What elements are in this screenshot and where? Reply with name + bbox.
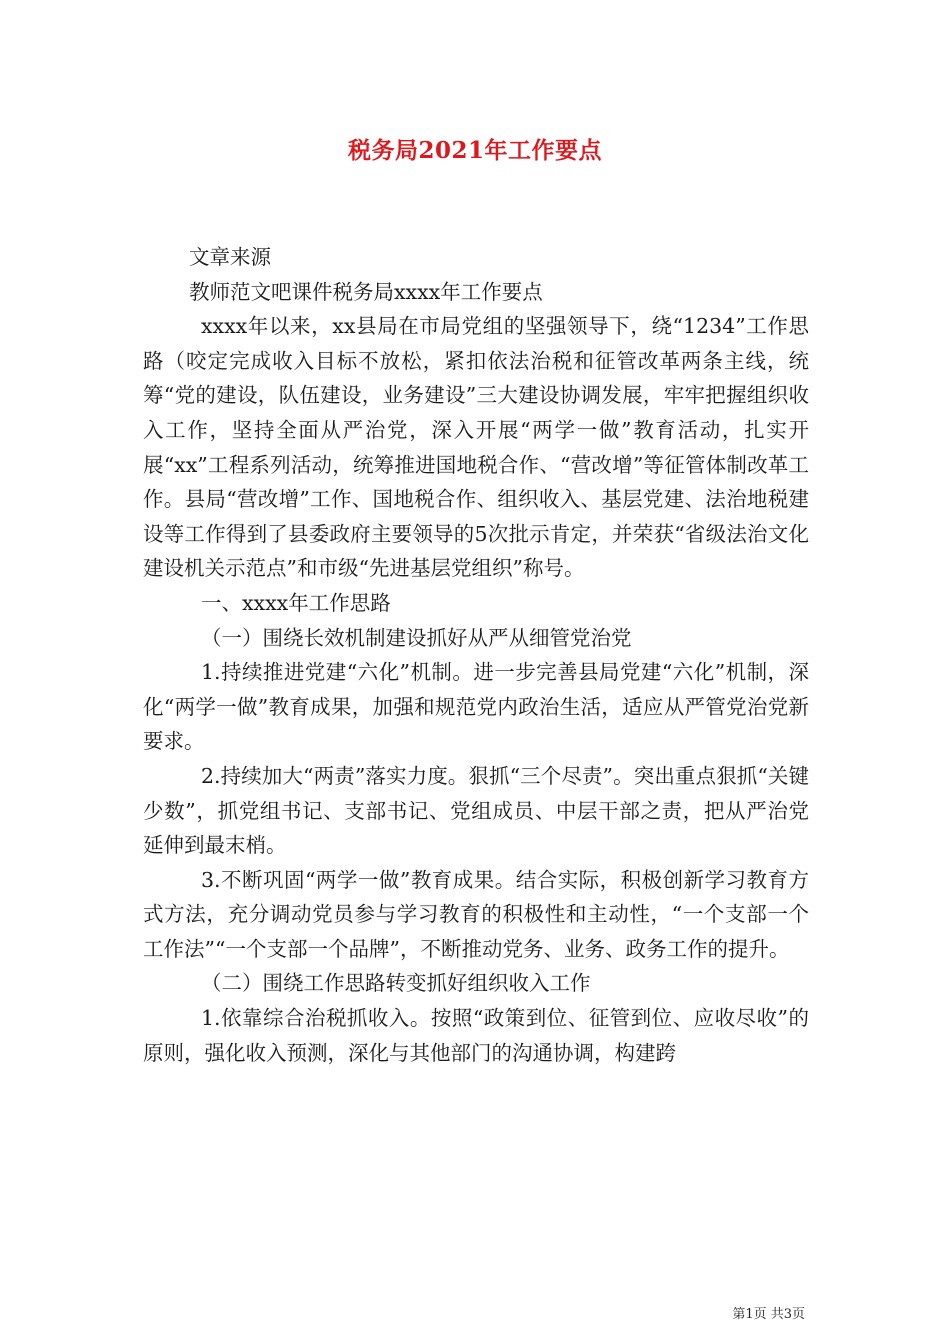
paragraph-item-2: 2.持续加大“两责”落实力度。狠抓“三个尽责”。突出重点狠抓“关键少数”，抓党组书记、支部书记、党组成员、中层干部之责，把从严治党延伸到最末梢。 (143, 763, 809, 858)
section-heading-1: 一、xxxx年工作思路 (201, 590, 391, 615)
document-body (143, 240, 809, 1070)
paragraph-item-3: 3.不断巩固“两学一做”教育成果。结合实际，积极创新学习教育方式方法，充分调动党员参与学习教育的积极性和主动性，“一个支部一个工作法”“一个支部一个品牌”，不断推动党务、业务、政务工作的提升。 (143, 867, 809, 961)
paragraph-item-4: 1.依靠综合治税抓收入。按照“政策到位、征管到位、应收尽收”的原则，强化收入预测，深化与其他部门的沟通协调，构建跨 (143, 1006, 809, 1065)
paragraph-subtitle: 教师范文吧课件税务局xxxx年工作要点 (189, 279, 543, 304)
page-number-footer: 第1页 共3页 (732, 1307, 805, 1322)
source-label: 文章来源 (189, 245, 271, 269)
paragraph-intro: xxxx年以来，xx县局在市局党组的坚强领导下，绕“1234”工作思路（咬定完成收入目标不放松，紧扣依法治税和征管改革两条主线，统筹“党的建设，队伍建设，业务建设”三大建设协调发展，牢牢把握组织收入工作，坚持全面从严治党，深入开展“两学一做”教育活动，扎实开展“xx”工程系列活动，统筹推进国地税合作、“营改增”等征管体制改革工作。县局“营改增”工作、国地税合作、组织收入、基层党建、法治地税建设等工作得到了县委政府主要领导的5次批示肯定，并荣获“省级法治文化建设机关示范点”和市级“先进基层党组织”称号。 (143, 314, 809, 581)
subsection-heading-1: （一）围绕长效机制建设抓好从严从细管党治党 (201, 625, 632, 650)
subsection-heading-2: （二）围绕工作思路转变抓好组织收入工作 (201, 971, 591, 996)
paragraph-item-1: 1.持续推进党建“六化”机制。进一步完善县局党建“六化”机制，深化“两学一做”教育成果，加强和规范党内政治生活，适应从严管党治党新要求。 (143, 660, 809, 754)
document-title: 税务局2021年工作要点 (347, 137, 602, 164)
